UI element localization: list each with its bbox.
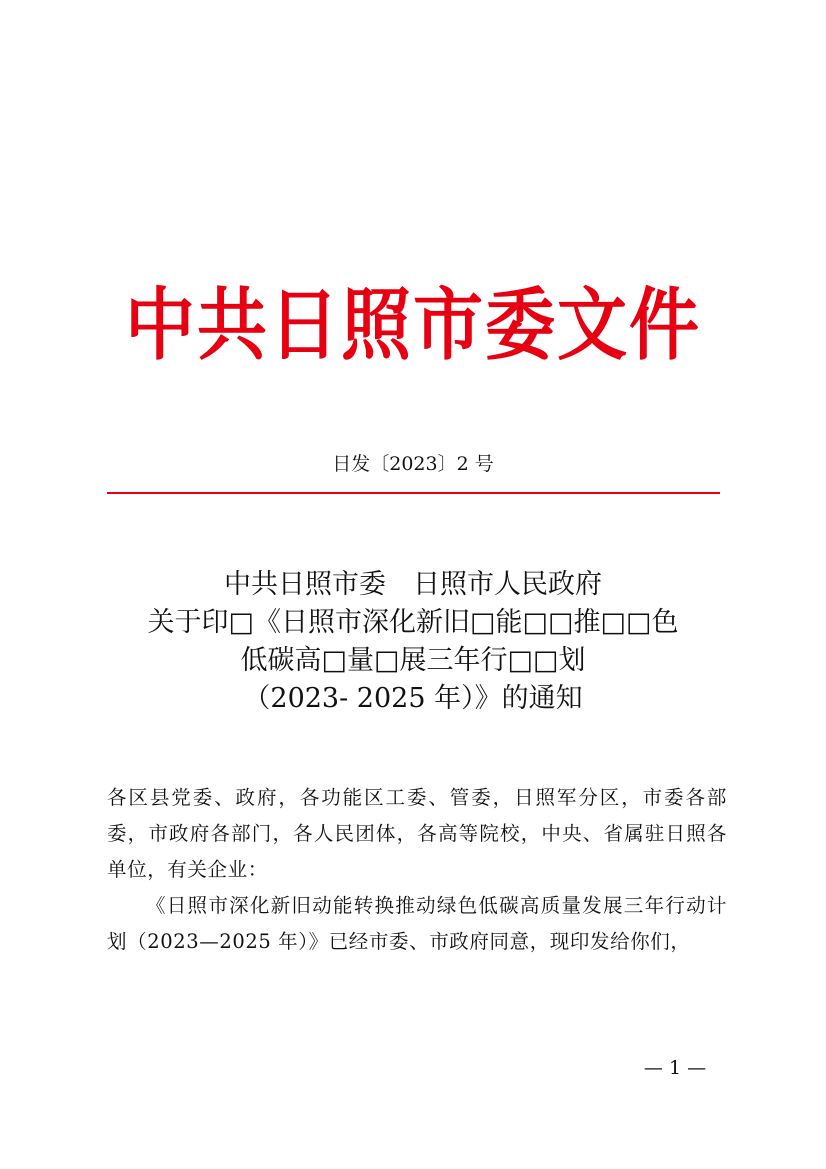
notice-title — [0, 566, 826, 718]
body-text — [107, 780, 727, 960]
title-line-3: 低碳高□量□展三年行□□划 — [240, 645, 586, 676]
masthead-title: 中共日照市委文件 — [125, 279, 701, 371]
title-line-4: （2023- 2025 年）》的通知 — [243, 683, 583, 714]
red-separator-line — [107, 492, 720, 494]
title-line-1: 中共日照市委 日照市人民政府 — [224, 569, 602, 600]
document-number: 日发〔2023〕2 号 — [332, 453, 494, 475]
body-paragraph-1: 《日照市深化新旧动能转换推动绿色低碳高质量发展三年行动计划（2023—2025 年）》已经市委、市政府同意，现印发给你们， — [107, 894, 727, 953]
title-line-2: 关于印□《日照市深化新旧□能□□推□□色 — [147, 607, 679, 638]
addressee-paragraph: 各区县党委、政府，各功能区工委、管委，日照军分区，市委各部委，市政府各部门，各人民团体，各高等院校，中央、省属驻日照各单位，有关企业： — [107, 786, 727, 881]
page-number: — 1 — — [643, 1057, 707, 1079]
